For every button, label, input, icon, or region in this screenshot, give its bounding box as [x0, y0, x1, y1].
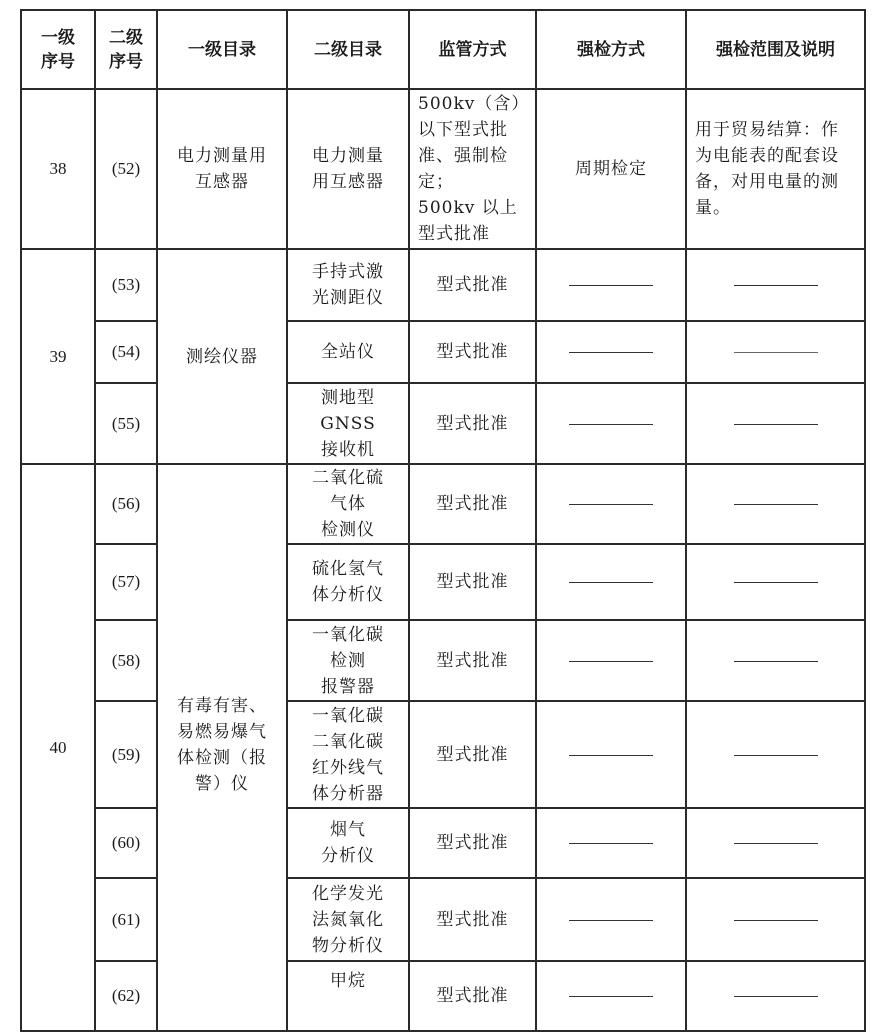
inspection-scope-cell [686, 321, 865, 383]
empty-dash [569, 582, 653, 583]
supervision-method-cell: 型式批准 [409, 701, 536, 808]
supervision-method-cell: 型式批准 [409, 878, 536, 961]
inspection-method-cell: 周期检定 [536, 89, 686, 249]
regulation-table [20, 9, 866, 1032]
table-row [21, 961, 865, 1031]
empty-dash [569, 285, 653, 286]
l1-seq-cell: 38 [21, 89, 95, 249]
supervision-method-cell: 500kv（含） 以下型式批 准、强制检 定； 500kv 以上 型式批准 [409, 89, 536, 249]
table-row [21, 383, 865, 464]
table-row [21, 701, 865, 808]
l1-catalog-cell: 有毒有害、 易燃易爆气 体检测（报 警）仪 [157, 464, 287, 1031]
table-row [21, 89, 865, 249]
empty-dash [569, 843, 653, 844]
table-row [21, 249, 865, 321]
inspection-method-cell [536, 878, 686, 961]
table-row [21, 544, 865, 620]
header-row [21, 10, 865, 89]
inspection-method-cell [536, 808, 686, 878]
inspection-scope-cell: 用于贸易结算：作为电能表的配套设备，对用电量的测量。 [686, 89, 865, 249]
supervision-method-cell: 型式批准 [409, 620, 536, 701]
l2-catalog-cell: 电力测量 用互感器 [287, 89, 409, 249]
l2-catalog-cell: 一氧化碳 二氧化碳 红外线气 体分析器 [287, 701, 409, 808]
l2-seq-cell: (59) [95, 701, 157, 808]
l2-seq-cell: (60) [95, 808, 157, 878]
l2-seq-cell: (54) [95, 321, 157, 383]
l2-seq-cell: (52) [95, 89, 157, 249]
supervision-method-cell: 型式批准 [409, 249, 536, 321]
l1-seq-cell: 40 [21, 464, 95, 1031]
l2-seq-cell: (56) [95, 464, 157, 544]
inspection-method-cell [536, 961, 686, 1031]
inspection-scope-cell [686, 383, 865, 464]
empty-dash [569, 996, 653, 997]
supervision-method-cell: 型式批准 [409, 544, 536, 620]
empty-dash [734, 843, 818, 844]
empty-dash [569, 352, 653, 353]
inspection-scope-cell [686, 701, 865, 808]
inspection-scope-cell [686, 544, 865, 620]
l2-catalog-cell: 测地型 GNSS 接收机 [287, 383, 409, 464]
inspection-method-cell [536, 464, 686, 544]
inspection-method-cell [536, 321, 686, 383]
empty-dash [734, 504, 818, 505]
supervision-method-cell: 型式批准 [409, 321, 536, 383]
header-l1-catalog: 一级目录 [157, 10, 287, 89]
empty-dash [734, 424, 818, 425]
l1-catalog-cell: 电力测量用 互感器 [157, 89, 287, 249]
empty-dash [569, 755, 653, 756]
l1-catalog-cell: 测绘仪器 [157, 249, 287, 464]
header-l2-catalog: 二级目录 [287, 10, 409, 89]
table-row [21, 321, 865, 383]
table-row [21, 464, 865, 544]
table-row [21, 808, 865, 878]
empty-dash [734, 755, 818, 756]
supervision-method-cell: 型式批准 [409, 383, 536, 464]
empty-dash [734, 661, 818, 662]
inspection-scope-cell [686, 878, 865, 961]
header-l1-seq: 一级 序号 [21, 10, 95, 89]
empty-dash [734, 582, 818, 583]
header-l2-seq: 二级 序号 [95, 10, 157, 89]
l2-catalog-cell: 一氧化碳 检测 报警器 [287, 620, 409, 701]
inspection-method-cell [536, 620, 686, 701]
supervision-method-cell: 型式批准 [409, 808, 536, 878]
l2-seq-cell: (58) [95, 620, 157, 701]
header-inspection-method: 强检方式 [536, 10, 686, 89]
l2-seq-cell: (57) [95, 544, 157, 620]
empty-dash [569, 661, 653, 662]
empty-dash [734, 920, 818, 921]
empty-dash [734, 285, 818, 286]
l2-catalog-cell: 化学发光 法氮氧化 物分析仪 [287, 878, 409, 961]
l2-catalog-cell: 烟气 分析仪 [287, 808, 409, 878]
inspection-scope-cell [686, 249, 865, 321]
header-supervision-method: 监管方式 [409, 10, 536, 89]
l1-seq-cell: 39 [21, 249, 95, 464]
empty-dash [569, 504, 653, 505]
inspection-scope-cell [686, 620, 865, 701]
supervision-method-cell: 型式批准 [409, 464, 536, 544]
inspection-method-cell [536, 701, 686, 808]
l2-seq-cell: (61) [95, 878, 157, 961]
empty-dash [734, 996, 818, 997]
l2-catalog-cell: 二氧化硫 气体 检测仪 [287, 464, 409, 544]
inspection-method-cell [536, 249, 686, 321]
inspection-scope-cell [686, 808, 865, 878]
table-row [21, 878, 865, 961]
l2-seq-cell: (62) [95, 961, 157, 1031]
l2-catalog-cell: 手持式激 光测距仪 [287, 249, 409, 321]
l2-seq-cell: (55) [95, 383, 157, 464]
l2-seq-cell: (53) [95, 249, 157, 321]
table-row [21, 620, 865, 701]
header-inspection-scope: 强检范围及说明 [686, 10, 865, 89]
l2-catalog-cell: 甲烷 [287, 961, 409, 1031]
supervision-method-cell: 型式批准 [409, 961, 536, 1031]
inspection-method-cell [536, 383, 686, 464]
empty-dash [569, 424, 653, 425]
inspection-method-cell [536, 544, 686, 620]
empty-dash [569, 920, 653, 921]
inspection-scope-cell [686, 961, 865, 1031]
empty-dash [734, 352, 818, 353]
inspection-scope-cell [686, 464, 865, 544]
l2-catalog-cell: 硫化氢气 体分析仪 [287, 544, 409, 620]
l2-catalog-cell: 全站仪 [287, 321, 409, 383]
